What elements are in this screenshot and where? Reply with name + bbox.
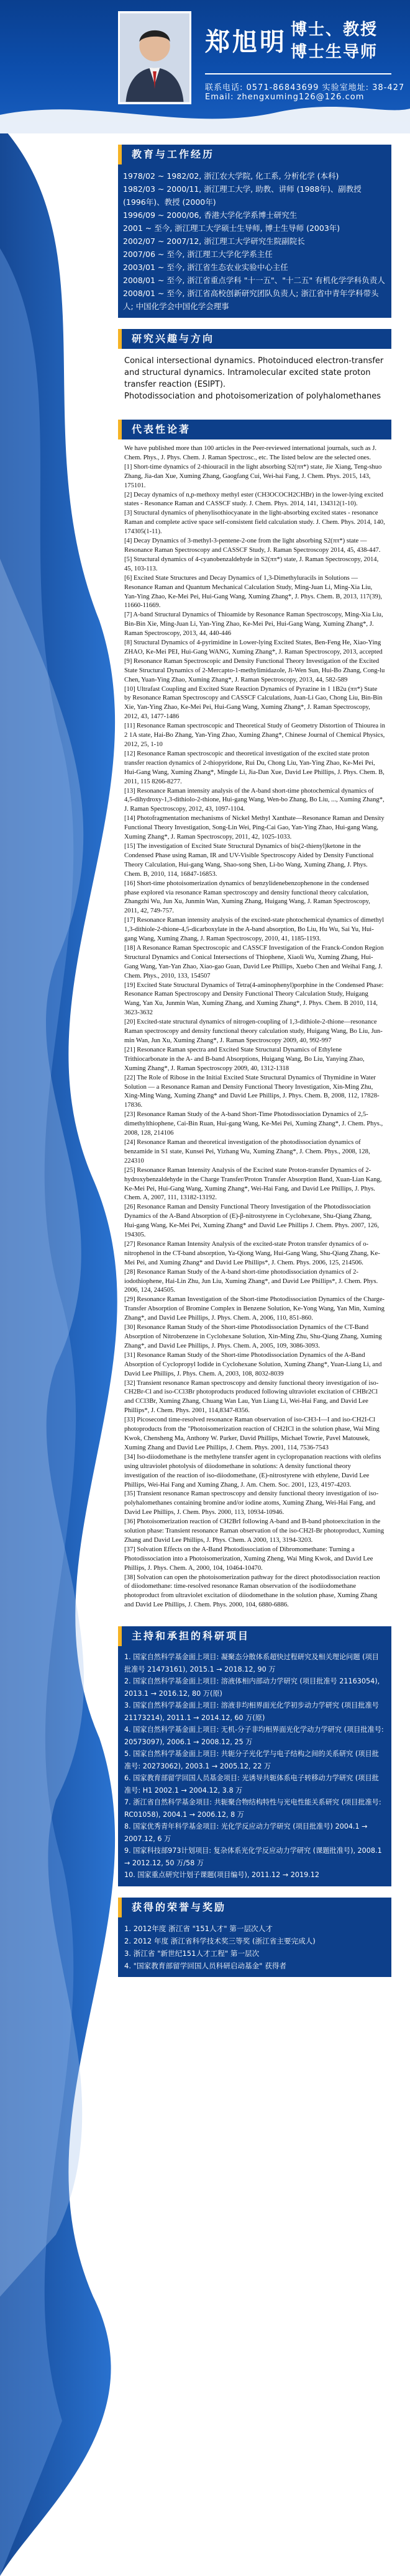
profile-photo	[118, 11, 191, 104]
publication-item: [37] Solvation Effects on the A-Band Photodissociation of Dibromomethane: Turning a Photodissociation into a Photoisomerization, Xuming Zheng, Wai Ming Kwok, and David Lee Phillips, J. Phys. Chem. A, 2000, 104, 10464-10470.	[124, 1546, 373, 1572]
header-wave	[0, 96, 410, 133]
project-item: 6. 国家教育部留学回国人员基金项目: 光诱导共轭体系电子转移动力学研究 (项目批准号: H1 2002.1 → 2004.12, 3.8 万	[124, 1774, 379, 1795]
project-item: 10. 国家重点研究计划子课题(项目编号), 2011.12 → 2019.12	[124, 1871, 320, 1880]
publication-item: [3] Structural dynamics of phenylisothiocyanate in the light-absorbing excited states - resonance Raman and complete active space self-consistent field calculation study. J. Chem. Phys. 2014, 140, 174305(1-11).	[124, 510, 385, 536]
education-item: 2007/06 ~ 至今, 浙江理工大学化学系主任	[123, 250, 273, 259]
publications-list	[118, 439, 391, 1615]
publication-item: [38] Solvation can open the photoisomerization pathway for the direct photodissociation reaction of diiodomethane: time-resolved resonance Raman observation of the isodiiodomethane photoproduct from ultraviolet excitation of diiodomethane in the solution phase, Xuming Zhang and David Lee Phillips, J. Chem. Phys. 2000, 104, 6880-6886.	[124, 1574, 380, 1609]
publication-item: [28] Resonance Raman Study of the A-band short-time photodissociation dynamics of 2-iodothiophene, Hai-Lin Zhu, Jun Liu, Xuming Zhang*, and David Lee Phillips*, J. Chem. Phys. 2006, 124, 244505.	[124, 1268, 378, 1294]
contact-email: Email: zhengxuming126@126.com	[205, 92, 365, 102]
education-item: 2008/01 ~ 至今, 浙江省高校创新研究团队负责人; 浙江省中青年学科带头人; 中国化学会中国化学会理事	[123, 289, 379, 311]
publication-item: [23] Resonance Raman Study of the A-band Short-Time Photodissociation Dynamics of 2,5-dimethylthiophene, Cai-Bin Ruan, Hui-gang Wang, Ke-Mei Pei, Xuming Zhang*, J. Chem. Phys., 2008, 128, 214106	[124, 1111, 383, 1137]
publication-item: [11] Resonance Raman spectroscopic and Theoretical Study of Geometry Distortion of Thiourea in 2 1A state, Hai-Bo Zhang, Yan-Ying Zhao, Xuming Zhang*, Chinese Journal of Chemical Physics, 2012, 25, 1-10	[124, 723, 385, 748]
publication-item: [12] Resonance Raman spectroscopic and theoretical investigation of the excited state proton transfer reaction dynamics of 2-thiopyridone, Rui Du, Chong Liu, Yan-Ying Zhao, Ke-Mei Pei, Hui-Gang Wang, Xuming Zhang*, Mingde Li, Jia-Dan Xue, David Lee Phillips, J. Phys. Chem. B, 2011, 115 8266-8277.	[124, 750, 385, 785]
contact-info	[205, 81, 404, 102]
award-item: 2. 2012 年度 浙江省科学技术奖三等奖 (浙江省主要完成人)	[124, 1936, 316, 1945]
projects-list	[118, 1646, 391, 1886]
education-item: 1978/02 ~ 1982/02, 浙江农大学院, 化工系, 分析化学 (本科)	[123, 171, 339, 181]
publication-item: [31] Resonance Raman Study of the Short-time Photodissociation Dynamics of the A-Band Absorption of Cyclopropyl Iodide in Cyclohexane Solution, Xuming Zhang*, Yuan-Liang Li, and David Lee Phillips, J. Phys. Chem. A, 2003, 108, 8032-8039	[124, 1351, 382, 1377]
publication-item: [5] Structural dynamics of 4-cyanobenzaldehyde in S2(ππ*) state, J. Raman Spectroscopy, 2014, 45, 103-113.	[124, 556, 379, 572]
award-item: 1. 2012年度 浙江省 "151人才" 第一层次人才	[124, 1924, 273, 1933]
publications-intro: We have published more than 100 articles in the Peer-reviewed international journals, such as J. Chem. Phys., J. Phys. Chem. J. Raman Spectrosc., etc. The listed below are the selected ones.	[124, 445, 377, 461]
publication-item: [35] Transient resonance Raman spectroscopy and density functional theory investigation of iso-polyhalomethanes containing bromine and/or iodine atoms, Xuming Zhang, Wei-Hai Fang, and David Lee Phillips, J. Chem. Phys. 2000, 113, 10934-10946.	[124, 1490, 379, 1516]
publication-item: [2] Decay dynamics of n,p-methoxy methyl ester (CH3OCOCH2CHBr) in the lower-lying excited states - Resonance Raman and CASSCF study. J. Chem. Phys. 2014, 141, 134312(1-10).	[124, 491, 383, 508]
education-item: 2002/07 ~ 2007/12, 浙江理工大学研究生院副院长	[123, 236, 305, 246]
publication-item: [17] Resonance Raman intensity analysis of the excited-state photochemical dynamics of dimethyl 1,3-dithiole-2-thione-4,5-dicarboxylate in the A-band absorption, Bo Liu, Hu Wu, Sai Yu, Hui-gang Wang, Xuming Zhang, J. Raman Spectroscopy, 2010, 41, 1185-1193.	[124, 917, 385, 943]
publication-item: [9] Resonance Raman Spectroscopic and Density Functional Theory Investigation of the Excited State Structural Dynamics of 2-Mercapto-1-methylimidazole, Ji-Wen Sun, Hui-Bo Zhang, Cong-lu Chen, Yuan-Ying Zhao, Xuming Zhang*, J. Raman Spectroscopy, 2013, 44, 582-589	[124, 657, 385, 683]
title-line-1: 博士、教授	[291, 20, 378, 39]
project-item: 2. 国家自然科学基金面上项目: 溶液体相内部动力学研究 (项目批准号 21163054), 2013.1 → 2016.12, 80 万(原)	[124, 1677, 380, 1698]
project-item: 7. 浙江省自然科学基金项目: 共轭聚合物结构特性与光电性能关系研究 (项目批准号: RC01058), 2004.1 → 2006.12, 8 万	[124, 1798, 381, 1819]
header-divider	[205, 73, 391, 74]
section-title-projects: 主持和承担的科研项目	[118, 1626, 391, 1646]
section-title-awards: 获得的荣誉与奖励	[118, 1898, 391, 1917]
award-item: 4. "国家教育部留学回国人员科研启动基金" 获得者	[124, 1961, 286, 1970]
project-item: 8. 国家优秀青年科学基金项目: 光化学反应动力学研究 (项目批准号) 2004.1 → 2007.12, 6 万	[124, 1822, 368, 1843]
publication-item: [36] Photoisomerization reaction of CH2BrI following A-band and B-band photoexcitation in the solution phase: Transient resonance Raman observation of the iso-CH2I-Br photoproduct, Xuming Zhang and David Lee Phillips, J. Phys. Chem. A 2000, 113, 3194-3203.	[124, 1518, 385, 1544]
research-item: Conical intersectional dynamics. Photoinduced electron-transfer and structural dynamics. Intramolecular excited state proton transfer reaction (ESIPT).	[124, 356, 384, 389]
publication-item: [16] Short-time photoisomerization dynamics of benzylidenebenzophenone in the condensed phase explored via resonance Raman spectroscopy and density functional theory calculation, Zhangzhi Wu, Jun Xu, Junmin Wan, Xuming Zhang, Huigang Wang, J. Raman Spectroscopy, 2011, 42, 749-757.	[124, 880, 370, 915]
publication-item: [33] Picosecond time-resolved resonance Raman observation of iso-CH3-I—I and iso-CH2I-Cl photoproducts from the "Photoisomerization reaction of CH2ICl in the solution phase, Wai Ming Kwok, Chensheng Ma, Anthony W. Parker, David Phillips, Michael Towrie, Pavel Matousek, Xuming Zhang and David Lee Phillips, J. Chem. Phys. 2001, 114, 7536-7543	[124, 1416, 380, 1451]
publication-item: [13] Resonance Raman intensity analysis of the A-band short-time photochemical dynamics of 4,5-dihydroxy-1,3-dithiolo-2-thione, Hui-gang Wang, Wen-bo Zhang, Bo Liu, ..., Xuming Zhang*, J. Raman Spectroscopy, 2012, 43, 1097-1104.	[124, 787, 385, 813]
publication-item: [14] Photofragmentation mechanisms of Nickel Methyl Xanthate—Resonance Raman and Density Functional Theory Investigation, Song-Lin Wei, Ping-Cai Gao, Yan-Ying Zhao, Hui-gang Wang, Xuming Zhang*, J. Raman Spectroscopy, 2011, 42, 1025-1033.	[124, 815, 385, 841]
publication-item: [19] Excited State Structural Dynamics of Tetra(4-aminophenyl)porphine in the Condensed Phase: Resonance Raman Spectroscopy and Density Functional Theory Calculation Study, Huigang Wang, Yan Xu, Junmin Wan, Xuming Zhang, and Xuming Zhang*, J. Phys. Chem. B 2010, 114, 3623-3632	[124, 981, 384, 1017]
section-title-education: 教育与工作经历	[118, 145, 391, 164]
publication-item: [25] Resonance Raman Intensity Analysis of the Excited state Proton-transfer Dynamics of 2-hydroxybenzaldehyde in the Charge Transfer/Proton Transfer Absorption Band, Xuan-Lian Kang, Ke-Mei Pei, Hui-Gang Wang, Xuming Zhang*, Wei-Hai Fang, and David Lee Phillips, J. Phys. Chem. A, 2007, 111, 13182-13192.	[124, 1166, 382, 1202]
publication-item: [26] Resonance Raman and Density Functional Theory Investigation of the Photodissociation Dynamics of the A-Band Absorption of (E)-β-nitrostyrene in Cyclohexane, Shu-Qiang Zhang, Hui-gang Wang, Ke-Mei Pei, Xuming Zhang* and David Lee Phillips J. Chem. Phys. 2007, 126, 194305.	[124, 1204, 380, 1239]
publication-item: [1] Short-time dynamics of 2-thiouracil in the light absorbing S2(ππ*) state, Jie Xiang, Teng-shuo Zhang, Jia-dan Xue, Xuming Zhang, Gaogfang Cui, Wei-hai Fang, J. Chem. Phys. 2015, 143, 175101.	[124, 463, 382, 489]
publication-item: [20] Excited-state structural dynamics of nitrogen-coupling of 1,3-dithiole-2-thione—resonance Raman spectroscopy and density functional theory calculation study, Huigang Wang, Bo Liu, Jun-min Wan, Jun Xu, Xuming Zhang*, J. Raman Spectroscopy 2009, 40, 992-997	[124, 1019, 383, 1044]
education-item: 1996/09 ~ 2000/06, 香港大学化学系博士研究生	[123, 210, 298, 220]
header	[0, 0, 410, 133]
contact-phone-address: 联系电话: 0571-86843699 实验室地址: 38-427	[205, 83, 405, 92]
publication-item: [30] Resonance Raman Study of the Short-time Photodissociation Dynamics of the CT-Band Absorption of Nitrobenzene in Cyclohexane Solution, Xin-Ming Zhu, Shu-Qiang Zhang, Xuming Zhang*, and David Lee Phillips, J. Phys. Chem. A, 2005, 109, 3086-3093.	[124, 1324, 382, 1349]
person-name: 郑旭明	[205, 27, 287, 56]
education-item: 2001 ~ 至今, 浙江理工大学硕士生导师, 博士生导师 (2003年)	[123, 223, 340, 233]
award-item: 3. 浙江省 "新世纪151人才工程" 第一层次	[124, 1948, 260, 1958]
education-list	[118, 164, 391, 318]
publication-item: [29] Resonance Raman Investigation of the Short-time Photodissociation Dynamics of the Charge-Transfer Absorption of Bromine Complex in Benzene Solution, Ke-Yong Wang, Yan Min, Xuming Zhang*, and David Lee Phillips, J. Phys. Chem. A, 2006, 110, 851-860.	[124, 1296, 385, 1322]
publication-item: [18] A Resonance Raman Spectroscopic and CASSCF Investigation of the Franck-Condon Region Structural Dynamics and Conical Intersections of Thiophene, Xiaoli Wu, Xuming Zhang, Hui-Gang Wang, Yan-Yan Zhao, Xiao-gao Guan, David Lee Phillips, Xuebo Chen and Weihai Fang, J. Chem. Phys., 2010, 133, 154507	[124, 944, 384, 980]
project-item: 9. 国家科技部973计划项目: 复杂体系光化学反应动力学研究 (课题批准号), 2008.1 → 2012.12, 50 万/58 万	[124, 1847, 382, 1867]
title-line-2: 博士生导师	[291, 43, 378, 61]
publication-item: [15] The investigation of Excited State Structural Dynamics of bis(2-thienyl)ketone in the Condensed Phase using Raman, IR and UV-Visible Spectroscopy Aided by Density Functional Theory Calculation, Hui-gang Wang, Shao-song Shen, Li-bo Wang, Xuming Zhang, J. Phys. Chem. B, 2010, 114, 16847-16853.	[124, 842, 374, 878]
publication-item: [21] Resonance Raman spectra and Excited State Structural Dynamics of Ethylene Trithiocarbonate in the A- and B-band Absorptions, Huigang Wang, Bo Liu, Yanying Zhao, Xuming Zhang*, J. Raman Spectroscopy 2009, 40, 1312-1318	[124, 1046, 365, 1072]
project-item: 3. 国家自然科学基金面上项目: 溶液非均相界面光化学初步动力学研究 (项目批准号 21173214), 2011.1 → 2014.12, 60 万(原)	[124, 1701, 379, 1722]
publication-item: [6] Excited State Structures and Decay Dynamics of 1,3-Dimethyluracils in Solutions — Resonance Raman and Quantum Mechanical Calculation Study, Ming-Juan Li, Ming-Xia Liu, Yan-Ying Zhao, Ke-Mei Pei, Hui-Gang Wang, Xuming Zhang*, J. Phys. Chem. B, 2013, 117(39), 11660-11669.	[124, 574, 383, 610]
publication-item: [4] Decay Dynamics of 3-methyl-3-pentene-2-one from the light absorbing S2(ππ*) state — Resonance Raman Spectroscopy and CASSCF Study, J. Raman Spectroscopy 2014, 45, 438-447.	[124, 538, 381, 554]
person-titles	[291, 19, 378, 63]
publication-item: [22] The Role of Ribose in the Initial Excited State Structural Dynamics of Thymidine in Water Solution — a Resonance Raman and Density Functional Theory Investigation, Xin-Ming Zhu, Xing-Ming Wang, Xuming Zhang* and David Lee Phillips, J. Phys. Chem. B, 2008, 112, 17828-17836.	[124, 1074, 380, 1109]
education-item: 2008/01 ~ 至今, 浙江省重点学科 "十一五"、"十二五" 有机化学学科负责人	[123, 276, 385, 285]
project-item: 1. 国家自然科学基金面上项目: 凝聚态分散体系超快过程研究及相关理论问题 (项目批准号 21473161), 2015.1 → 2018.12, 90 万	[124, 1653, 379, 1673]
project-item: 5. 国家自然科学基金面上项目: 共轭分子光化学与电子结构之间的关系研究 (项目批准号: 20273062), 2003.1 → 2005.12, 22 万	[124, 1750, 379, 1770]
section-title-research: 研究兴趣与方向	[118, 329, 391, 349]
publication-item: [7] A-band Structural Dynamics of Thioamide by Resonance Raman Spectroscopy, Ming-Xia Liu, Bin-Bin Xie, Ming-Juan Li, Yan-Ying Zhao, Ke-Mei Pei, Hui-Gang Wang, Xuming Zhang*, J. Raman Spectroscopy, 2013, 44, 440-446	[124, 611, 383, 637]
education-item: 1982/03 ~ 2000/11, 浙江理工大学, 助教、讲师 (1988年)、副教授 (1996年)、教授 (2000年)	[123, 184, 362, 207]
publication-item: [32] Transient resonance Raman spectroscopy and density functional theory investigation of iso-CH2Br-Cl and iso-CCl3Br photoproducts produced following ultraviolet excitation of CHBr2Cl and CCl3Br, Xuming Zhang, Chuang Wan Lau, Yun Liang Li, Wei-Hai Fang, and David Lee Phillips*, J. Chem. Phys. 2001, 114,8347-8356.	[124, 1379, 379, 1415]
research-list	[118, 349, 391, 408]
publication-item: [24] Resonance Raman and theoretical investigation of the photodissociation dynamics of benzamide in S1 state, Kunsei Pei, Yizhang Wu, Xuming Zhang*, J. Chem. Phys., 2008, 128, 224310	[124, 1138, 370, 1164]
research-item: Photodissociation and photoisomerization of polyhalomethanes	[124, 392, 381, 401]
project-item: 4. 国家自然科学基金面上项目: 无机-分子非均相界面光化学动力学研究 (项目批准号: 20573097), 2006.1 → 2008.12, 25 万	[124, 1726, 384, 1746]
section-title-publications: 代表性论著	[118, 420, 391, 439]
education-item: 2003/01 ~ 至今, 浙江省生态农业实验中心主任	[123, 263, 288, 272]
publication-item: [27] Resonance Raman Intensity Analysis of the excited-state Proton transfer dynamics of o-nitrophenol in the CT-band absorption, Ya-Qiong Wang, Hui-Gang Wang, Shu-Qiang Zhang, Ke-Mei Pei, and Xuming Zhang* and David Lee Phillips*, J. Chem. Phys. 2006, 125, 214506.	[124, 1240, 380, 1266]
publication-item: [34] Iso-diiodomethane is the methylene transfer agent in cyclopropanation reactions with olefins using ultraviolet photolysis of diiodomethane in solutions: A density functional theory investigation of the reaction of iso-diiodomethane, (E)-nitrostyrene with ethylene, David Lee Phillips, Wei-Hai Fang and Xuming Zhang, J. Am. Chem. Soc. 2001, 123, 4197-4203.	[124, 1453, 381, 1488]
awards-list	[118, 1917, 391, 1977]
publication-item: [8] Structural Dynamics of 4-pyrimidine in Lower-lying Excited States, Ben-Feng He, Xiao-Ying ZHAO, Ke-Mei PEI, Hui-Gang WANG, Xuming Zhang*, J. Raman Spectroscopy, 2013, accepted	[124, 639, 383, 655]
person-portrait-icon	[120, 13, 189, 102]
publication-item: [10] Ultrafast Coupling and Excited State Reaction Dynamics of Pyrazine in 1 1B2u (ππ*) State by Resonance Raman Spectroscopy and CASSCF Calculations, Juan-Li Gao, Chong Liu, Bin-Bin Xie, Yan-Ying Zhao, Ke-Mei Pei, Hui-Gang Wang, Xuming Zhang*, J. Raman Spectroscopy, 2012, 43, 1477-1486	[124, 685, 383, 721]
